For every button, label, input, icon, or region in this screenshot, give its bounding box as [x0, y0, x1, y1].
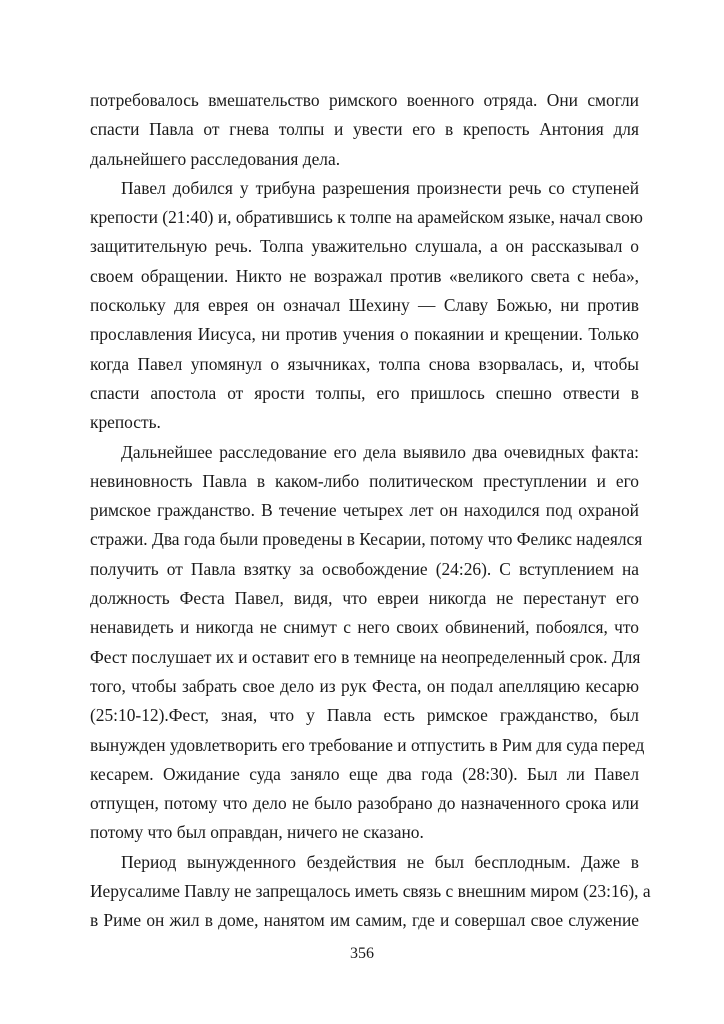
text-line: кесарем. Ожидание суда заняло еще два года (28:30). Был ли Павел: [90, 763, 639, 784]
page-body: [90, 86, 651, 936]
text-line: поскольку для еврея он означал Шехину — Славу Божью, ни против: [90, 295, 639, 316]
text-line: потребовалось вмешательство римского военного отряда. Они смогли: [90, 90, 639, 110]
text-line: своем обращении. Никто не возражал против «великого света с неба»,: [90, 265, 639, 286]
text-line: когда Павел упомянул о язычниках, толпа снова взорвалась, и, чтобы: [90, 353, 639, 374]
text-line: того, чтобы забрать свое дело из рук Феста, он подал апелляцию кесарю: [90, 675, 639, 696]
text-line: стражи. Два года были проведены в Кесарии, потому что Феликс надеялся: [90, 529, 643, 550]
text-line: Павел добился у трибуна разрешения произнести речь со ступеней: [121, 177, 639, 198]
text-line: Дальнейшее расследование его дела выявило два очевидных факта:: [121, 441, 639, 462]
text-line: римское гражданство. В течение четырех лет он находился под охраной: [90, 500, 639, 521]
text-line: невиновность Павла в каком-либо политическом преступлении и его: [90, 470, 639, 491]
text-line: должность Феста Павел, видя, что евреи никогда не перестанут его: [90, 588, 639, 609]
text-line: Фест послушает их и оставит его в темнице на неопределенный срок. Для: [90, 646, 641, 667]
page-number: 356: [350, 945, 374, 962]
paragraph: [90, 86, 639, 174]
text-line: в Риме он жил в доме, нанятом им самим, где и совершал свое служение: [90, 910, 639, 931]
text-line: получить от Павла взятку за освобождение (24:26). С вступлением на: [90, 558, 639, 579]
text-line: спасти Павла от гнева толпы и увести его в крепость Антония для: [90, 119, 639, 140]
text-line: (25:10-12).Фест, зная, что у Павла есть римское гражданство, был: [90, 705, 639, 726]
text-line: дальнейшего расследования дела.: [90, 148, 341, 169]
paragraph: [90, 174, 643, 438]
text-line: ненавидеть и никогда не снимут с него своих обвинений, побоялся, что: [90, 617, 639, 638]
text-line: спасти апостола от ярости толпы, его пришлось спешно отвести в: [90, 382, 639, 403]
text-line: прославления Иисуса, ни против учения о покаянии и крещении. Только: [90, 324, 639, 345]
text-line: крепости (21:40) и, обратившись к толпе на арамейском языке, начал свою: [90, 207, 643, 228]
text-line: отпущен, потому что дело не было разобрано до назначенного срока или: [90, 793, 639, 814]
paragraph: [90, 848, 651, 936]
text-line: крепость.: [90, 412, 161, 433]
paragraph: [90, 438, 645, 848]
text-line: Период вынужденного бездействия не был бесплодным. Даже в: [121, 851, 639, 872]
text-line: защитительную речь. Толпа уважительно слушала, а он рассказывал о: [90, 236, 639, 257]
text-line: Иерусалиме Павлу не запрещалось иметь связь с внешним миром (23:16), а: [90, 881, 651, 902]
text-line: вынужден удовлетворить его требование и отпустить в Рим для суда перед: [90, 734, 645, 755]
text-line: потому что был оправдан, ничего не сказано.: [90, 822, 424, 843]
